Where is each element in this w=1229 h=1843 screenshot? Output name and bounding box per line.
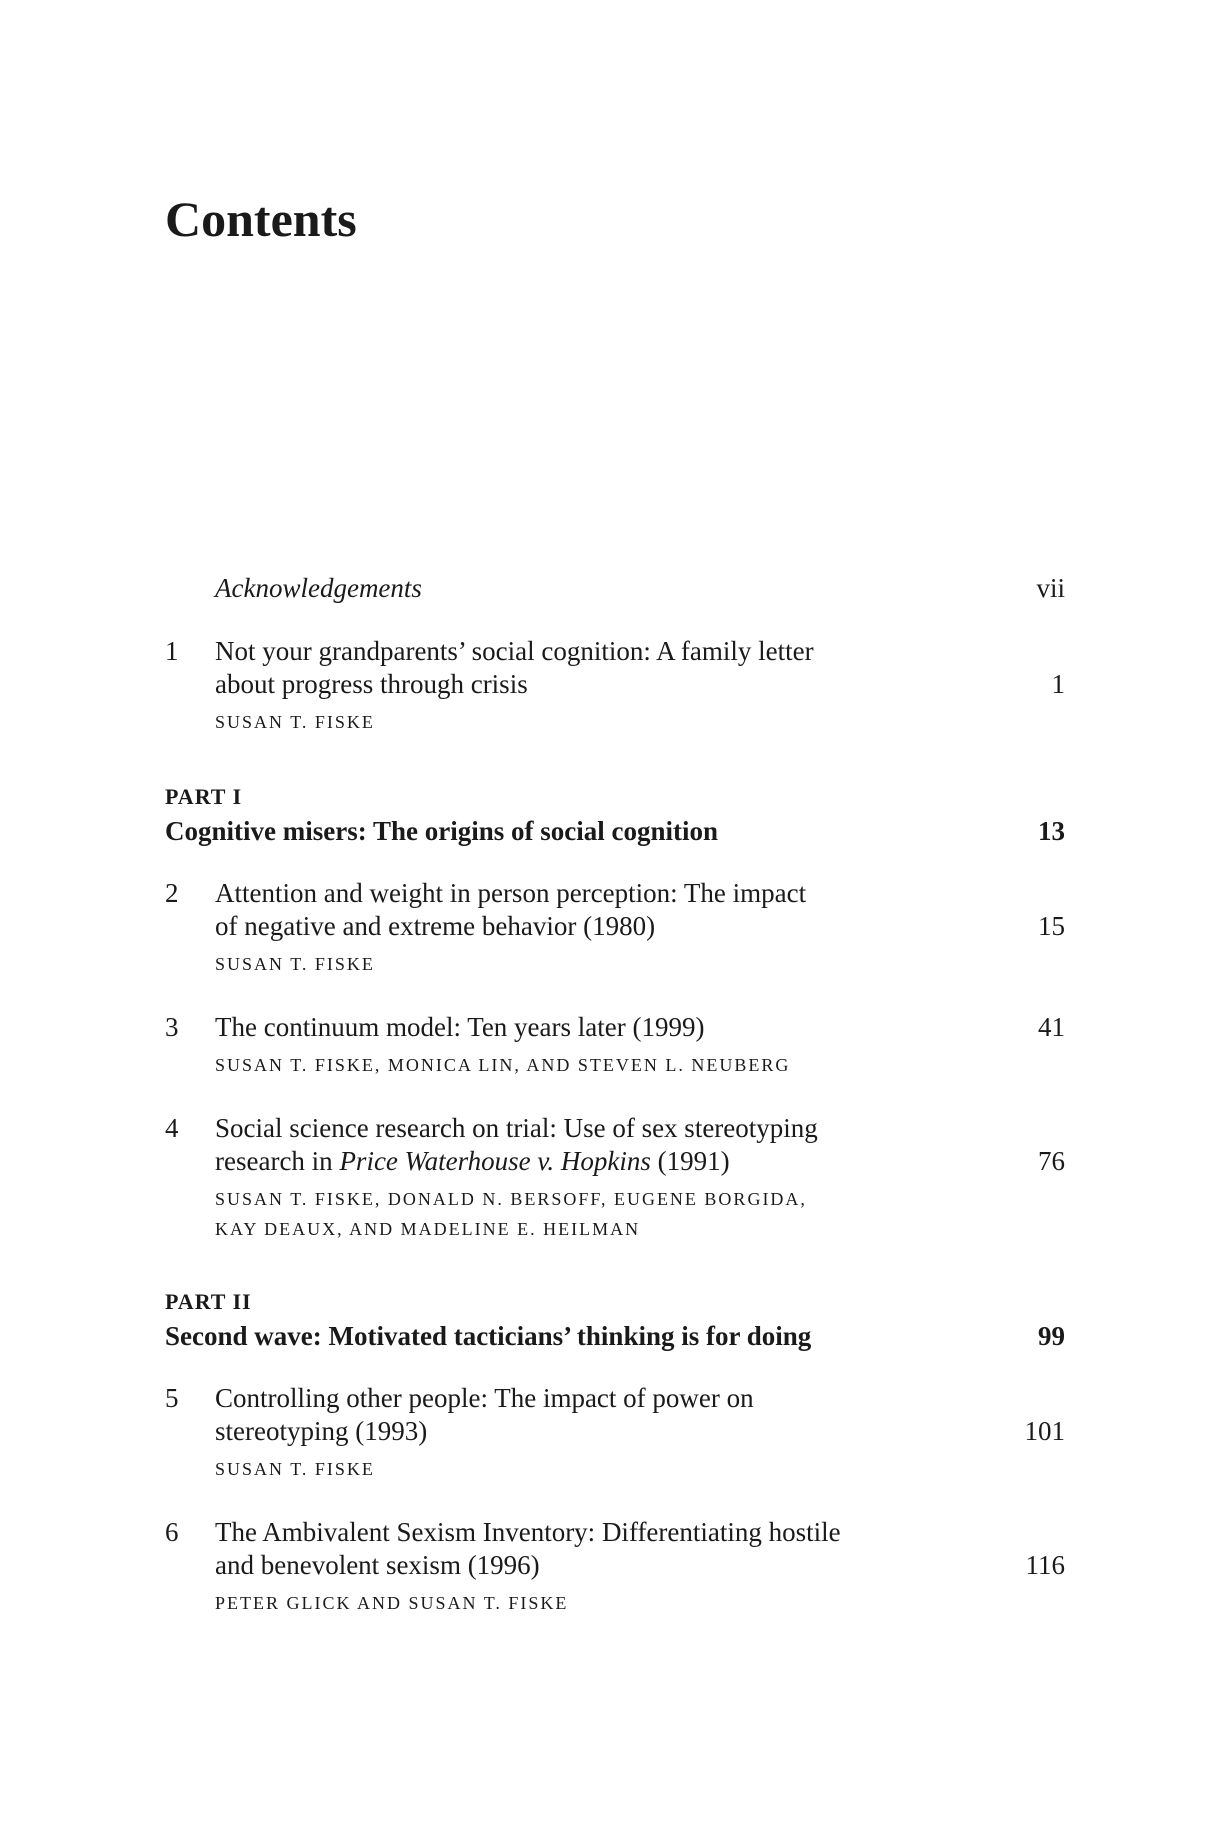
title-text: research in: [215, 1146, 340, 1176]
entry-title-line: and benevolent sexism (1996): [215, 1550, 540, 1580]
case-name: Price Waterhouse v. Hopkins: [339, 1146, 651, 1176]
toc-entry-5[interactable]: [165, 1382, 1065, 1484]
entry-author-line: SUSAN T. FISKE, MONICA LIN, AND STEVEN L. NEUBERG: [215, 1055, 791, 1075]
part-heading-1[interactable]: [165, 783, 1065, 849]
entry-number: 1: [165, 636, 179, 666]
entry-page-number: 1: [1051, 669, 1065, 699]
toc-entry-1[interactable]: [165, 635, 1065, 737]
entry-title: [215, 1516, 975, 1582]
entry-title-line: The continuum model: Ten years later (1999): [215, 1012, 705, 1042]
part-title: Second wave: Motivated tacticians’ thinking is for doing: [165, 1321, 812, 1351]
entry-authors: [215, 1588, 975, 1618]
entry-authors: [215, 1184, 975, 1244]
toc-entry-4[interactable]: [165, 1112, 1065, 1244]
entry-number: 3: [165, 1012, 179, 1042]
entry-author-line: SUSAN T. FISKE: [215, 1459, 375, 1479]
table-of-contents: [165, 572, 1065, 1618]
part-page-number: 99: [1038, 1321, 1065, 1351]
part-page-number: 13: [1038, 816, 1065, 846]
entry-authors: [215, 707, 975, 737]
entry-title: [215, 877, 975, 943]
entry-number: 2: [165, 878, 179, 908]
entry-title: [215, 1382, 975, 1448]
title-text: (1991): [650, 1146, 730, 1176]
entry-title: [215, 1112, 975, 1178]
toc-entry-6[interactable]: [165, 1516, 1065, 1618]
entry-title: [215, 1011, 975, 1044]
entry-title-line: Controlling other people: The impact of power on: [215, 1383, 754, 1413]
entry-author-line: PETER GLICK AND SUSAN T. FISKE: [215, 1593, 569, 1613]
entry-page-number: 116: [1025, 1550, 1065, 1580]
entry-page-number: 15: [1038, 911, 1065, 941]
entry-title-line: stereotyping (1993): [215, 1416, 428, 1446]
part-label: PART I: [165, 784, 243, 809]
part-label: PART II: [165, 1289, 252, 1314]
toc-entry-2[interactable]: [165, 877, 1065, 979]
entry-page-number: 76: [1038, 1146, 1065, 1176]
entry-number: 4: [165, 1113, 179, 1143]
toc-entry-3[interactable]: [165, 1011, 1065, 1080]
entry-title-line: Not your grandparents’ social cognition: A family letter: [215, 636, 814, 666]
entry-title-line: Social science research on trial: Use of sex stereotyping: [215, 1113, 818, 1143]
entry-page-number: vii: [1036, 573, 1065, 603]
entry-authors: [215, 1050, 975, 1080]
entry-title: Acknowledgements: [215, 573, 422, 603]
entry-page-number: 41: [1038, 1012, 1065, 1042]
entry-title-line: about progress through crisis: [215, 669, 528, 699]
entry-authors: [215, 949, 975, 979]
entry-number: 5: [165, 1383, 179, 1413]
entry-number: 6: [165, 1517, 179, 1547]
part-title: Cognitive misers: The origins of social cognition: [165, 816, 718, 846]
entry-page-number: 101: [1024, 1416, 1065, 1446]
entry-author-line: KAY DEAUX, AND MADELINE E. HEILMAN: [215, 1219, 641, 1239]
entry-title-line: of negative and extreme behavior (1980): [215, 911, 656, 941]
page-title: Contents: [165, 191, 357, 247]
toc-entry-acknowledgements[interactable]: [165, 572, 1065, 605]
entry-author-line: SUSAN T. FISKE: [215, 954, 375, 974]
entry-author-line: SUSAN T. FISKE, DONALD N. BERSOFF, EUGENE BORGIDA,: [215, 1189, 807, 1209]
entry-title-line: Attention and weight in person perception: The impact: [215, 878, 807, 908]
entry-author-line: SUSAN T. FISKE: [215, 712, 375, 732]
entry-authors: [215, 1454, 975, 1484]
part-heading-2[interactable]: [165, 1288, 1065, 1354]
entry-title-line: [215, 1145, 975, 1178]
entry-title: [215, 635, 975, 701]
entry-title-line: The Ambivalent Sexism Inventory: Differentiating hostile: [215, 1517, 841, 1547]
